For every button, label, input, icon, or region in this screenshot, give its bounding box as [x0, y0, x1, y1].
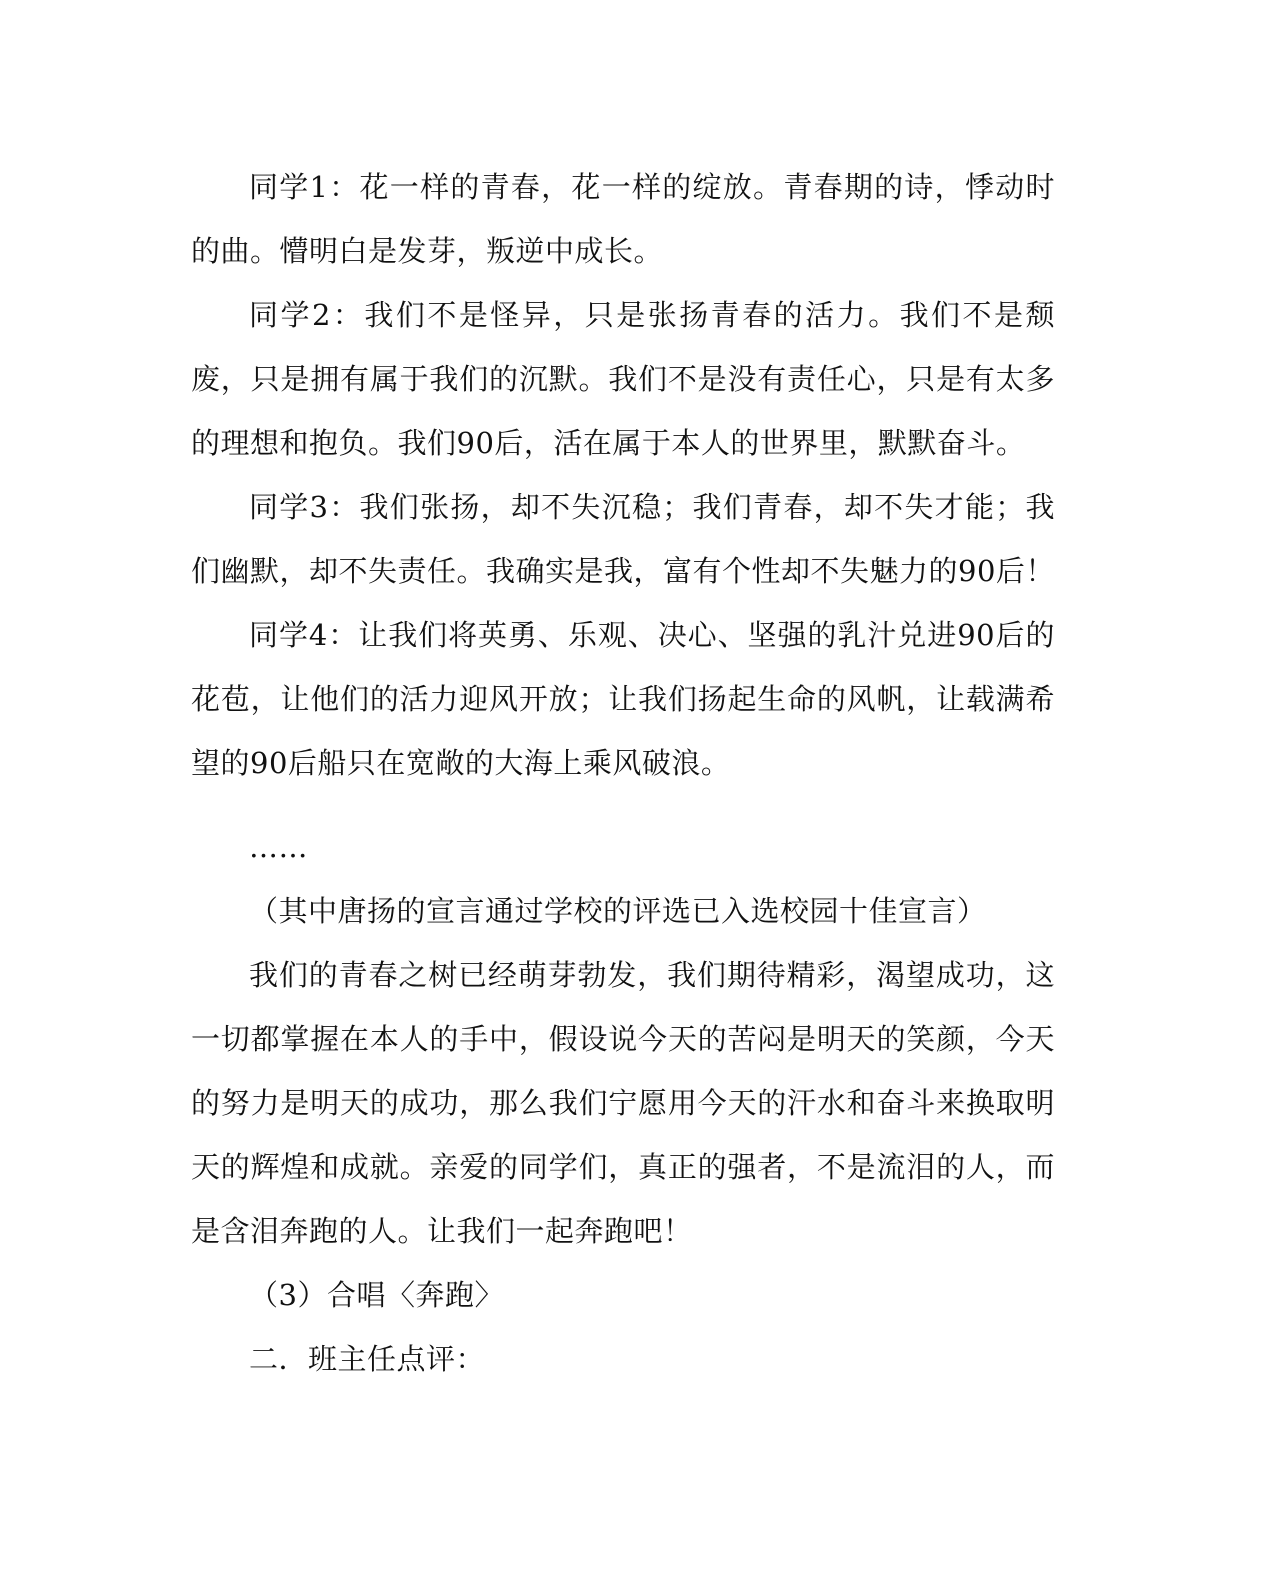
- paragraph-closing: 我们的青春之树已经萌芽勃发，我们期待精彩，渴望成功，这一切都掌握在本人的手中，假设说今天的苦闷是明天的笑颜，今天的努力是明天的成功，那么我们宁愿用今天的汗水和奋斗来换取明天的辉煌和成就。亲爱的同学们，真正的强者，不是流泪的人，而是含泪奔跑的人。让我们一起奔跑吧！: [191, 958, 1055, 1248]
- paragraph-student-2: 同学2：我们不是怪异，只是张扬青春的活力。我们不是颓废，只是拥有属于我们的沉默。我们不是没有责任心，只是有太多的理想和抱负。我们90后，活在属于本人的世界里，默默奋斗。: [191, 298, 1055, 460]
- document-body: [191, 155, 1055, 1391]
- paragraph-ellipsis: ……: [249, 830, 308, 864]
- paragraph-student-3: 同学3：我们张扬，却不失沉稳；我们青春，却不失才能；我们幽默，却不失责任。我确实是我，富有个性却不失魅力的90后！: [191, 490, 1055, 588]
- paragraph-student-4: 同学4：让我们将英勇、乐观、决心、坚强的乳汁兑进90后的花苞，让他们的活力迎风开放；让我们扬起生命的风帆，让载满希望的90后船只在宽敞的大海上乘风破浪。: [191, 618, 1055, 780]
- paragraph-note: （其中唐扬的宣言通过学校的评选已入选校园十佳宣言）: [249, 894, 987, 928]
- paragraph-chorus: （3）合唱〈奔跑〉: [249, 1278, 504, 1312]
- paragraph-teacher-comment: 二．班主任点评：: [249, 1342, 486, 1376]
- paragraph-student-1: 同学1：花一样的青春，花一样的绽放。青春期的诗，悸动时的曲。懵明白是发芽，叛逆中成长。: [191, 170, 1055, 268]
